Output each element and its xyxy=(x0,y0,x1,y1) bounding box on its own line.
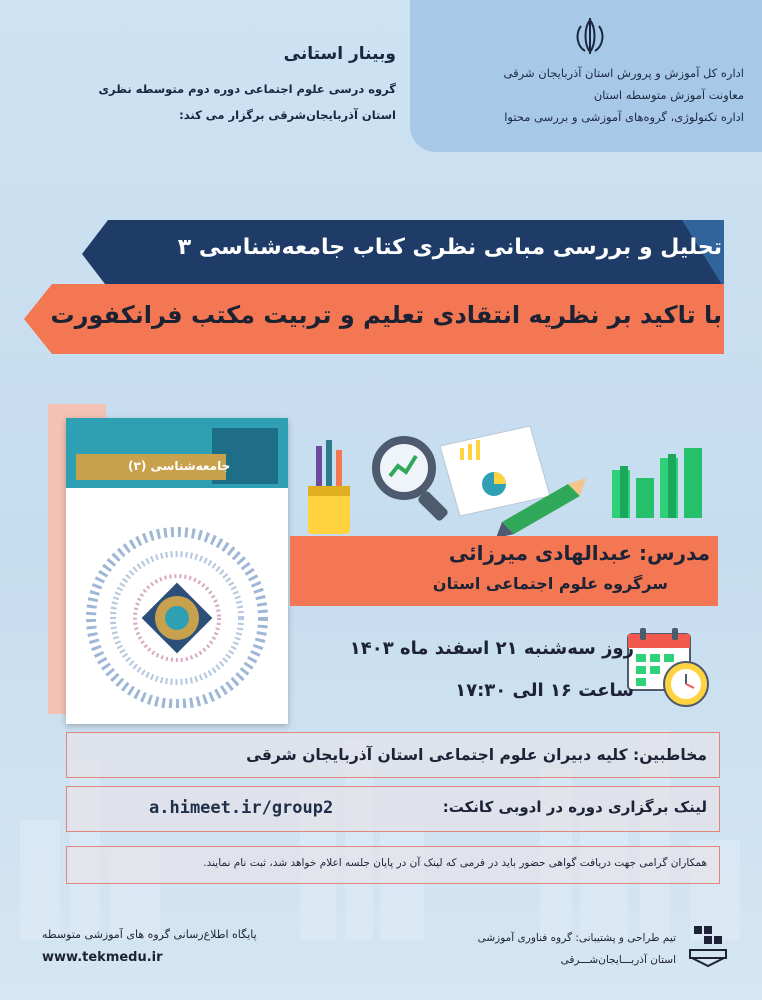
host-line-1: گروه درسی علوم اجتماعی دوره دوم متوسطه نظری xyxy=(98,82,396,96)
link-box xyxy=(66,786,720,832)
audience-box xyxy=(66,732,720,778)
tech-group-logo-icon xyxy=(688,924,728,968)
presenter-role: سرگروه علوم اجتماعی استان xyxy=(432,574,668,593)
book-cover xyxy=(66,418,288,724)
portal-label: پایگاه اطلاع‌رسانی گروه های آموزشی متوسطه xyxy=(42,928,257,941)
note-box xyxy=(66,846,720,884)
session-time: ساعت ۱۶ الی ۱۷:۳۰ xyxy=(455,680,634,701)
webinar-main-title: تحلیل و بررسی مبانی نظری کتاب جامعه‌شناسی ۳ xyxy=(177,235,722,260)
audience-text: مخاطبین: کلیه دبیران علوم اجتماعی استان آذربایجان شرقی xyxy=(246,746,707,764)
session-date: روز سه‌شنبه ۲۱ اسفند ماه ۱۴۰۳ xyxy=(349,638,634,659)
pencil-cup-icon xyxy=(294,440,364,536)
pencil-icon xyxy=(496,478,588,538)
webinar-title: وبینار استانی xyxy=(283,44,396,64)
support-province-line: استان آذربـــایجان‌شـــرقی xyxy=(560,954,676,966)
webinar-subtitle: با تاکید بر نظریه انتقادی تعلیم و تربیت مکتب فرانکفورت xyxy=(50,301,722,329)
book-title: جامعه‌شناسی (۳) xyxy=(128,459,231,473)
support-team-line: تیم طراحی و پشتیبانی: گروه فناوری آموزشی xyxy=(477,932,676,944)
org-line-3: اداره تکنولوژی، گروه‌های آموزشی و بررسی محتوا xyxy=(504,110,744,124)
org-line-2: معاونت آموزش متوسطه استان xyxy=(593,88,744,102)
org-line-1: اداره کل آموزش و پرورش استان آذربایجان شرقی xyxy=(503,66,744,80)
host-line-2: استان آذربایجان‌شرقی برگزار می کند: xyxy=(179,108,396,122)
bar-chart-icon xyxy=(610,448,714,524)
meeting-link[interactable]: a.himeet.ir/group2 xyxy=(149,798,334,818)
certificate-note: همکاران گرامی جهت دریافت گواهی حضور باید در فرمی که لینک آن در پایان جلسه اعلام خواهد شد، ثبت نام نمایند. xyxy=(203,857,707,869)
portal-url-link[interactable]: www.tekmedu.ir xyxy=(42,950,163,965)
calendar-clock-icon xyxy=(626,626,710,710)
organization-box xyxy=(410,0,762,152)
iran-emblem-icon xyxy=(570,16,610,56)
link-label: لینک برگزاری دوره در ادوبی کانکت: xyxy=(442,798,707,816)
book-mandala-icon xyxy=(86,508,268,708)
presenter-name: مدرس: عبدالهادی میرزائی xyxy=(448,541,710,565)
